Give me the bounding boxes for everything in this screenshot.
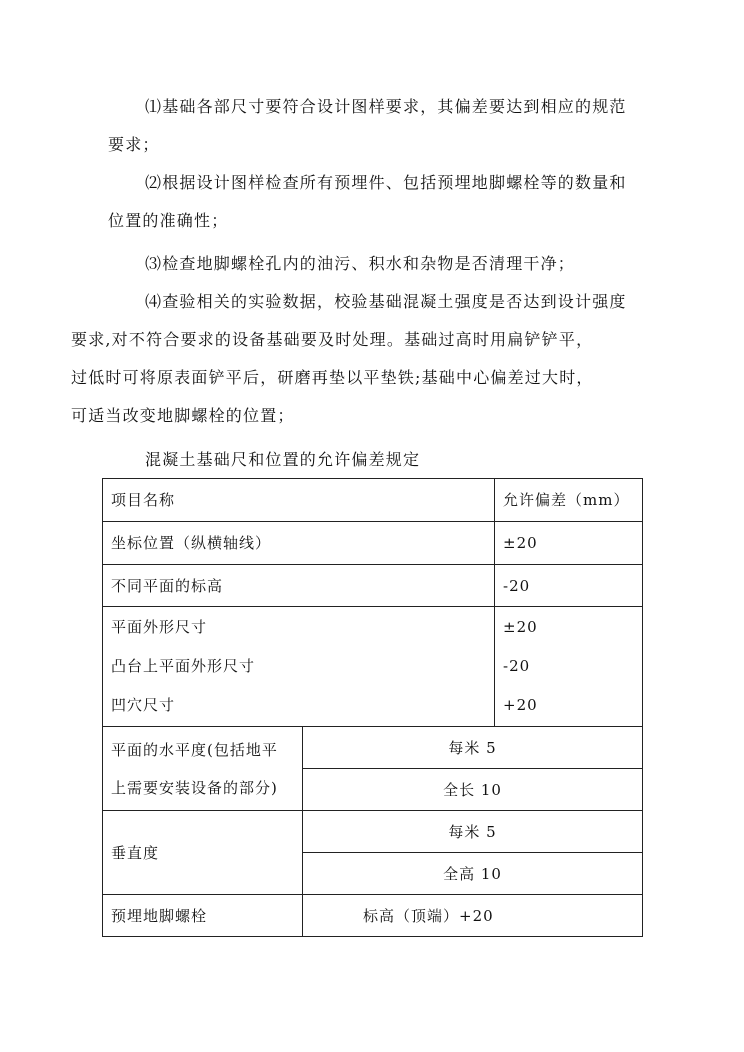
tolerance-table bbox=[102, 478, 643, 937]
levelness-label-line-2: 上需要安装设备的部分) bbox=[111, 778, 278, 797]
paragraph-3 bbox=[108, 245, 638, 283]
group-value: -20 bbox=[503, 657, 531, 675]
paragraph-2-line-1: ⑵根据设计图样检查所有预埋件、包括预埋地脚螺栓等的数量和 bbox=[145, 173, 627, 192]
anchor-row bbox=[103, 895, 643, 937]
header-item-name: 项目名称 bbox=[103, 479, 495, 522]
group-values bbox=[495, 607, 643, 727]
paragraph-4-line-4: 可适当改变地脚螺栓的位置； bbox=[71, 406, 295, 425]
levelness-per-meter: 每米 5 bbox=[303, 727, 643, 769]
anchor-value: 标高（顶端）+20 bbox=[303, 895, 643, 937]
header-tolerance: 允许偏差（mm） bbox=[495, 479, 643, 522]
paragraph-2 bbox=[108, 164, 638, 240]
paragraph-3-line-1: ⑶检查地脚螺栓孔内的油污、积水和杂物是否清理干净； bbox=[145, 254, 576, 273]
paragraph-1-line-1: ⑴基础各部尺寸要符合设计图样要求，其偏差要达到相应的规范 bbox=[145, 97, 627, 116]
levelness-label bbox=[103, 727, 303, 811]
row-value: -20 bbox=[495, 565, 643, 607]
table-header-row bbox=[103, 479, 643, 522]
group-item: 凹穴尺寸 bbox=[111, 696, 176, 714]
group-item: 凸台上平面外形尺寸 bbox=[111, 657, 256, 675]
levelness-row bbox=[103, 727, 643, 769]
paragraph-4-line-2: 要求,对不符合要求的设备基础要及时处理。基础过高时用扁铲铲平， bbox=[71, 330, 594, 349]
verticality-label: 垂直度 bbox=[103, 811, 303, 895]
verticality-row bbox=[103, 811, 643, 853]
group-value: +20 bbox=[503, 696, 538, 714]
levelness-label-line-1: 平面的水平度(包括地平 bbox=[111, 740, 278, 759]
paragraph-4-line-1: ⑷查验相关的实验数据，校验基础混凝土强度是否达到设计强度 bbox=[145, 292, 627, 311]
paragraph-2-line-2: 位置的准确性； bbox=[108, 211, 229, 230]
verticality-per-meter: 每米 5 bbox=[303, 811, 643, 853]
row-value: ±20 bbox=[495, 522, 643, 565]
group-items bbox=[103, 607, 495, 727]
group-value: ±20 bbox=[503, 618, 538, 636]
verticality-full-height: 全高 10 bbox=[303, 853, 643, 895]
paragraph-4 bbox=[71, 283, 638, 435]
table-caption: 混凝土基础尺和位置的允许偏差规定 bbox=[145, 450, 421, 469]
paragraph-1-line-2: 要求； bbox=[108, 135, 160, 154]
paragraph-4-line-3: 过低时可将原表面铲平后，研磨再垫以平垫铁;基础中心偏差过大时， bbox=[71, 368, 594, 387]
anchor-label: 预埋地脚螺栓 bbox=[103, 895, 303, 937]
table-row-group bbox=[103, 607, 643, 727]
row-item: 坐标位置（纵横轴线） bbox=[103, 522, 495, 565]
paragraph-1 bbox=[108, 88, 638, 164]
group-item: 平面外形尺寸 bbox=[111, 618, 208, 636]
table-row bbox=[103, 565, 643, 607]
table-row bbox=[103, 522, 643, 565]
levelness-full-length: 全长 10 bbox=[303, 769, 643, 811]
row-item: 不同平面的标高 bbox=[103, 565, 495, 607]
